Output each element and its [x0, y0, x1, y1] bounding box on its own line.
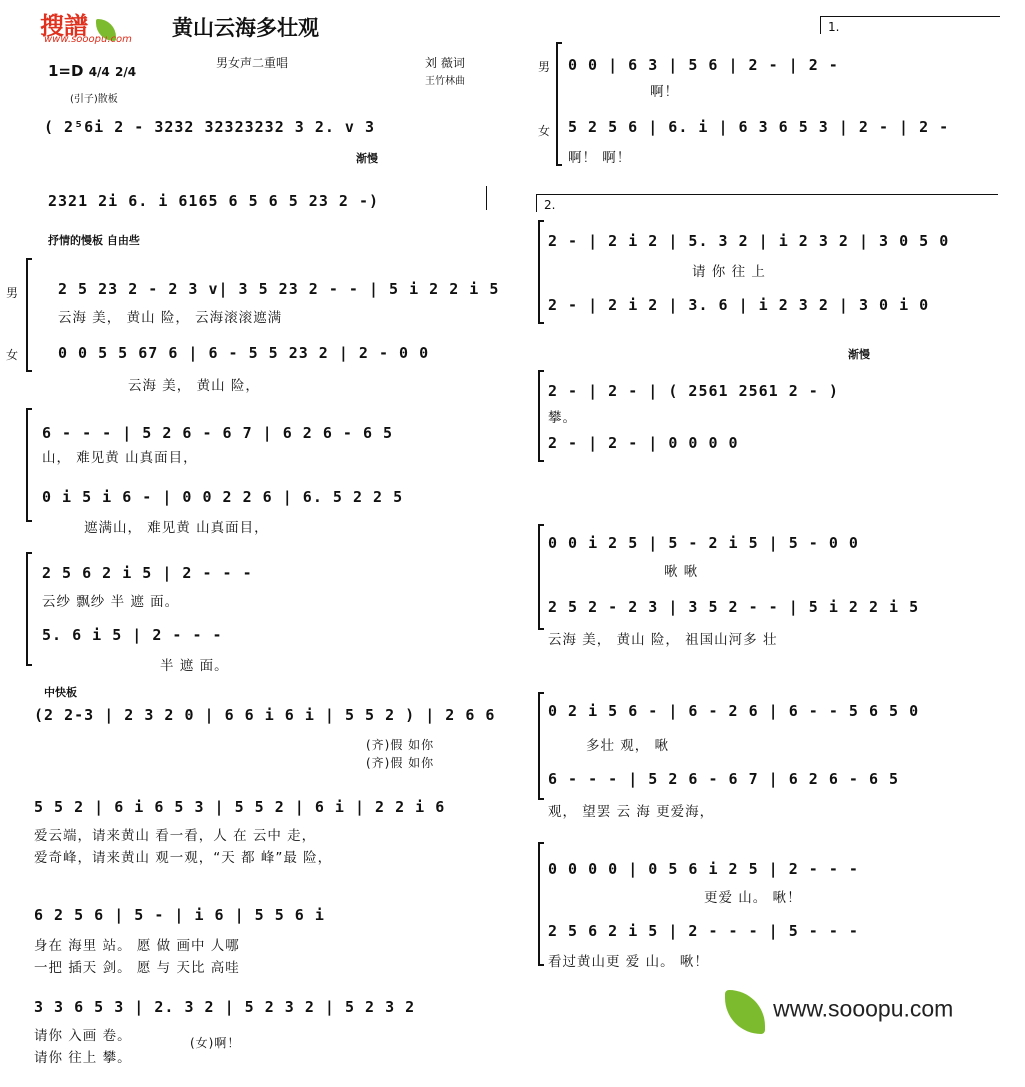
system-bracket	[538, 524, 544, 630]
right-row6-female-notes: 2 5 6 2 i 5 | 2 - - - | 5 - - -	[548, 922, 859, 940]
right-row3-male-notes: 2 - | 2 - | ( 2561 2561 2 - )	[548, 382, 839, 400]
female-label: 女	[6, 348, 19, 362]
right-row6-female-lyric: 看过黄山更 爱 山。 啾！	[548, 954, 709, 970]
logo-url: www.sooopu.com	[44, 34, 132, 45]
right-row4-male-lyric: 啾 啾	[664, 564, 699, 580]
left-row3-female-lyric: 云海 美， 黄山 险，	[128, 378, 260, 394]
page-title: 黄山云海多壮观	[172, 15, 319, 40]
composer: 王竹林曲	[425, 76, 465, 87]
left-row3-male-notes: 2 5 23 2 - 2 3 v| 3 5 23 2 - - | 5 i 2 2 i 5	[58, 280, 500, 298]
subtitle: 男女声二重唱	[216, 56, 289, 70]
intro-label: (引子)散板	[70, 94, 118, 105]
meter-2: 2/4	[115, 65, 137, 79]
system-bracket	[538, 842, 544, 966]
left-row3-female-notes: 0 0 5 5 67 6 | 6 - 5 5 23 2 | 2 - 0 0	[58, 344, 430, 362]
right-row1-male-lyric: 啊！	[650, 84, 679, 100]
left-row7-lyric1: 爱云端，请来黄山 看一看，人 在 云中 走，	[34, 828, 317, 844]
system-bracket	[538, 220, 544, 324]
right-row5-female-notes: 6 - - - | 5 2 6 - 6 7 | 6 2 6 - 6 5	[548, 770, 900, 788]
left-row5-male-notes: 2 5 6 2 i 5 | 2 - - -	[42, 564, 253, 582]
meter-1: 4/4	[88, 65, 110, 79]
left-row2-mark: 渐慢	[356, 152, 378, 165]
right-row5-female-lyric: 观， 望罢 云 海 更爱海，	[548, 804, 715, 820]
volta-2: 2.	[544, 198, 556, 212]
right-row4-male-notes: 0 0 i 2 5 | 5 - 2 i 5 | 5 - 0 0	[548, 534, 859, 552]
right-row5-male-lyric: 多壮 观， 啾	[586, 738, 670, 754]
right-row5-male-notes: 0 2 i 5 6 - | 6 - 2 6 | 6 - - 5 6 5 0	[548, 702, 920, 720]
right-row3-female-notes: 2 - | 2 - | 0 0 0 0	[548, 434, 739, 452]
left-row8-lyric2: 一把 插天 剑。 愿 与 天比 高哇	[34, 960, 240, 976]
volta-line-2	[536, 194, 998, 195]
left-row8-notes: 6 2 5 6 | 5 - | i 6 | 5 5 6 i	[34, 906, 325, 924]
right-row1-male-notes: 0 0 | 6 3 | 5 6 | 2 - | 2 -	[568, 56, 839, 74]
right-row2-female-notes: 2 - | 2 i 2 | 3. 6 | i 2 3 2 | 3 0 i 0	[548, 296, 930, 314]
right-row6-male-lyric: 更爱 山。 啾！	[704, 890, 802, 906]
right-row3-mark: 渐慢	[848, 348, 870, 361]
left-row6-lyric1: (齐)假 如你	[366, 738, 435, 752]
left-row4-female-lyric: 遮满山， 难见黄 山真面目，	[84, 520, 269, 536]
volta-1: 1.	[828, 20, 840, 34]
right-row1-female-notes: 5 2 5 6 | 6. i | 6 3 6 5 3 | 2 - | 2 -	[568, 118, 950, 136]
system-bracket	[538, 370, 544, 462]
right-row4-female-notes: 2 5 2 - 2 3 | 3 5 2 - - | 5 i 2 2 i 5	[548, 598, 920, 616]
left-row9-lyric1: 请你 入画 卷。	[34, 1028, 132, 1044]
lyricist: 刘 薇词	[425, 56, 465, 70]
right-row1-female-lyric: 啊！ 啊！	[568, 150, 632, 166]
left-row4-male-lyric: 山， 难见黄 山真面目，	[42, 450, 198, 466]
right-row4-female-lyric: 云海 美， 黄山 险， 祖国山河多 壮	[548, 632, 778, 648]
male-label: 男	[6, 286, 19, 300]
left-row9-lyric2: 请你 往上 攀。	[34, 1050, 132, 1066]
leaf-icon	[725, 990, 765, 1034]
left-row9-aside: (女)啊！	[190, 1036, 241, 1050]
system-bracket	[538, 692, 544, 800]
left-row2-notes: 2321 2i 6. i 6165 6 5 6 5 23 2 -)	[48, 192, 380, 210]
left-row4-female-notes: 0 i 5 i 6 - | 0 0 2 2 6 | 6. 5 2 2 5	[42, 488, 404, 506]
left-row5-female-notes: 5. 6 i 5 | 2 - - -	[42, 626, 223, 644]
volta-line	[820, 16, 1000, 17]
left-row6-mark: 中快板	[44, 686, 77, 699]
logo-brand: 搜譜	[40, 12, 88, 40]
male-label-right: 男	[538, 60, 551, 74]
system-bracket	[26, 408, 32, 522]
left-row3-male-lyric: 云海 美， 黄山 险， 云海滚滚遮满	[58, 310, 283, 326]
left-row7-notes: 5 5 2 | 6 i 6 5 3 | 5 5 2 | 6 i | 2 2 i 6	[34, 798, 446, 816]
left-row6-notes: (2 2-3 | 2 3 2 0 | 6 6 i 6 i | 5 5 2 ) | 2 6 6	[34, 706, 496, 724]
left-row4-male-notes: 6 - - - | 5 2 6 - 6 7 | 6 2 6 - 6 5	[42, 424, 394, 442]
left-row5-female-lyric: 半 遮 面。	[160, 658, 229, 674]
left-row7-lyric2: 爱奇峰，请来黄山 观一观，“天 都 峰”最 险，	[34, 850, 333, 866]
system-bracket	[556, 42, 562, 166]
left-row3-mark: 抒情的慢板 自由些	[48, 234, 140, 247]
key-signature	[48, 62, 136, 80]
barline	[486, 186, 487, 210]
right-row6-male-notes: 0 0 0 0 | 0 5 6 i 2 5 | 2 - - -	[548, 860, 859, 878]
bottom-logo[interactable]	[722, 990, 953, 1034]
system-bracket	[26, 552, 32, 666]
bottom-logo-url: www.sooopu.com	[773, 995, 954, 1022]
system-bracket	[26, 258, 32, 372]
key: 1=D	[48, 62, 84, 80]
left-row8-lyric1: 身在 海里 站。 愿 做 画中 人哪	[34, 938, 240, 954]
right-row2-male-notes: 2 - | 2 i 2 | 5. 3 2 | i 2 3 2 | 3 0 5 0	[548, 232, 950, 250]
volta-bar	[820, 16, 821, 34]
right-row2-male-lyric: 请 你 往 上	[692, 264, 766, 280]
left-row9-notes: 3 3 6 5 3 | 2. 3 2 | 5 2 3 2 | 5 2 3 2	[34, 998, 416, 1016]
left-row5-male-lyric: 云纱 飘纱 半 遮 面。	[42, 594, 180, 610]
left-row6-lyric2: (齐)假 如你	[366, 756, 435, 770]
volta-bar-2	[536, 194, 537, 212]
right-row3-male-lyric: 攀。	[548, 410, 577, 426]
left-row1-notes: ( 2⁵6i 2 - 3232 32323232 3 2. v 3	[44, 118, 376, 136]
female-label-right: 女	[538, 124, 551, 138]
